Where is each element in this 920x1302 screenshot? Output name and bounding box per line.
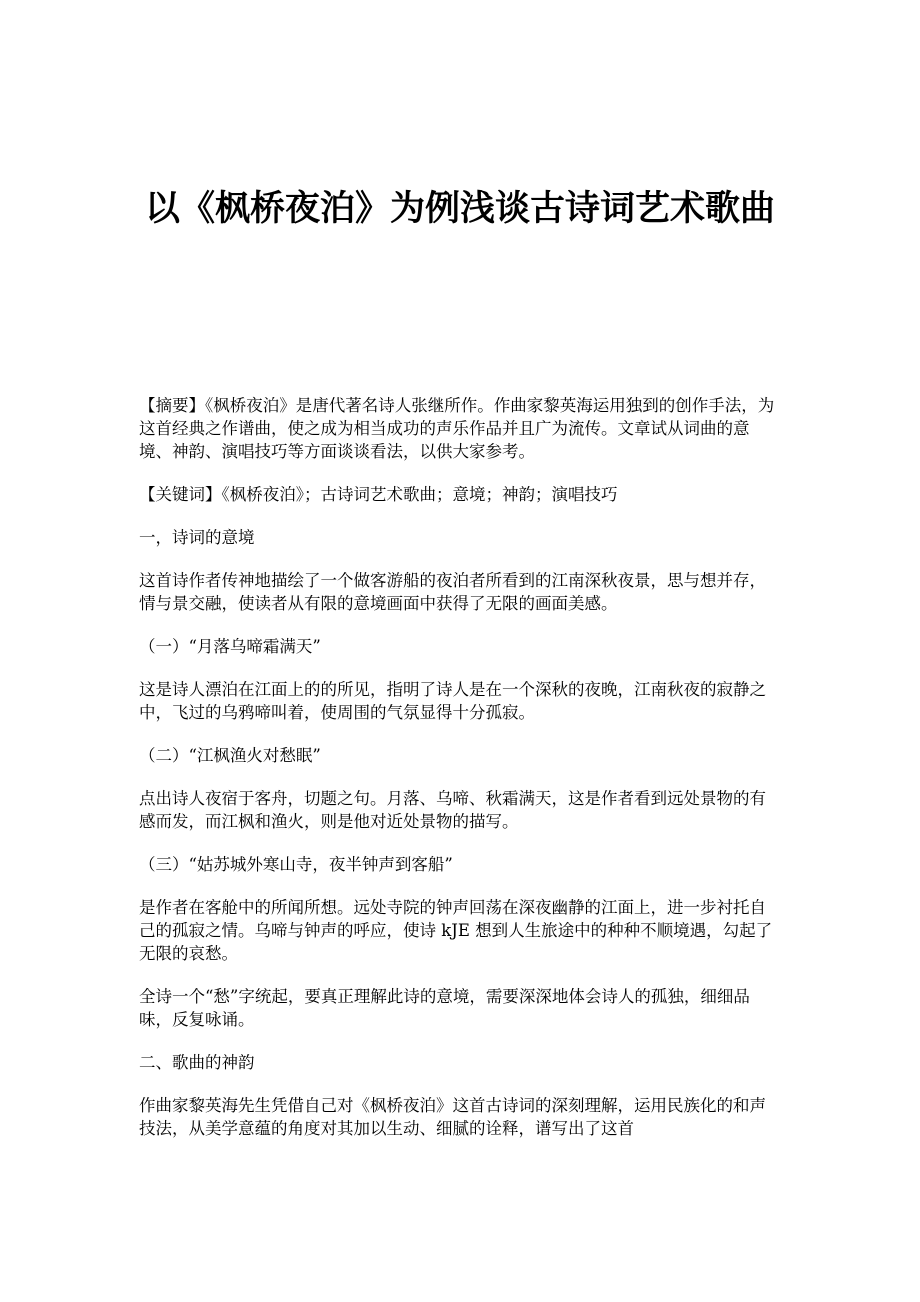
abstract-paragraph: 【摘要】《枫桥夜泊》是唐代著名诗人张继所作。作曲家黎英海运用独到的创作手法，为这首经典之作谱曲，使之成为相当成功的声乐作品并且广为流传。文章试从词曲的意境、神韵、演唱技巧等方面谈谈看法，以供大家参考。 [139,396,775,461]
document-title: 以《枫桥夜泊》为例浅谈古诗词艺术歌曲 [144,188,775,229]
document-body [139,394,781,1160]
section1-intro-paragraph: 这首诗作者传神地描绘了一个做客游船的夜泊者所看到的江南深秋夜景，思与想并存，情与景交融，使读者从有限的意境画面中获得了无限的画面美感。 [139,571,766,613]
subsection-heading-2: （二）“江枫渔火对愁眠” [139,746,321,765]
subsection-heading-3: （三）“姑苏城外寒山寺，夜半钟声到客船” [139,855,453,874]
subsection-heading-1: （一）“月落乌啼霜满天” [139,637,321,656]
subsection2-paragraph: 点出诗人夜宿于客舟，切题之句。月落、乌啼、秋霜满天，这是作者看到远处景物的有感而发，而江枫和渔火，则是他对近处景物的描写。 [139,789,766,831]
section1-summary-paragraph: 全诗一个“愁”字统起，要真正理解此诗的意境，需要深深地体会诗人的孤独，细细品味，反复咏诵。 [139,987,750,1029]
subsection1-paragraph: 这是诗人漂泊在江面上的的所见，指明了诗人是在一个深秋的夜晚，江南秋夜的寂静之中，飞过的乌鸦啼叫着，使周围的气氛显得十分孤寂。 [139,680,766,722]
keywords-paragraph: 【关键词】《枫桥夜泊》；古诗词艺术歌曲；意境；神韵；演唱技巧 [139,485,618,504]
section-heading-2: 二、歌曲的神韵 [139,1053,255,1072]
section2-paragraph: 作曲家黎英海先生凭借自己对《枫桥夜泊》这首古诗词的深刻理解，运用民族化的和声技法，从美学意蕴的角度对其加以生动、细腻的诠释，谱写出了这首 [139,1096,766,1138]
subsection3-paragraph: 是作者在客舱中的所闻所想。远处寺院的钟声回荡在深夜幽静的江面上，进一步衬托自己的孤寂之情。乌啼与钟声的呼应，使诗 kJE 想到人生旅途中的种种不顺境遇，勾起了无限的哀愁。 [139,898,773,963]
section-heading-1: 一，诗词的意境 [139,528,255,547]
